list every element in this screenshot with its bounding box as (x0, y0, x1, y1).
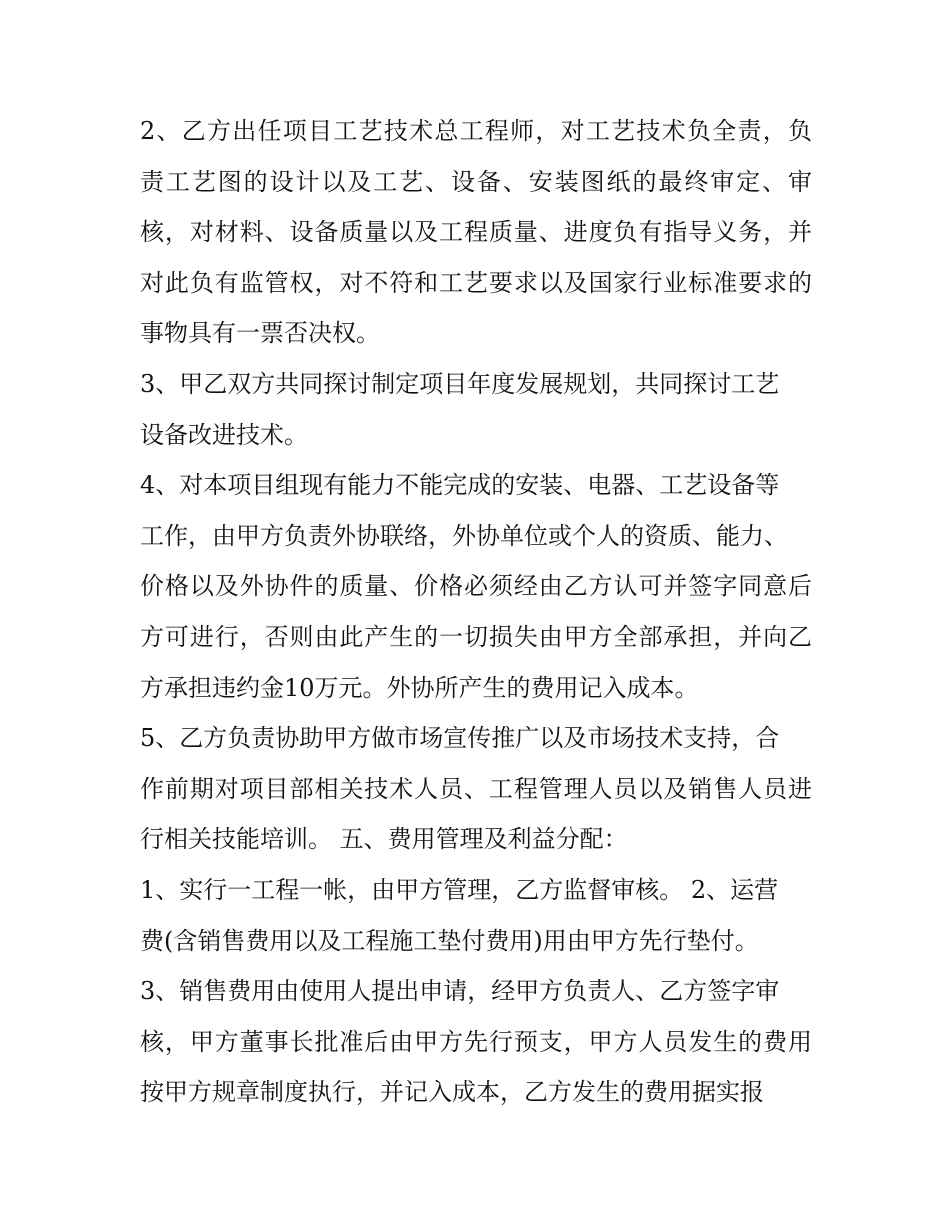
text-line: 1、实行一工程一帐，由甲方管理，乙方监督审核。 2、运营 (140, 875, 779, 904)
text-line: 3、销售费用由使用人提出申请，经甲方负责人、乙方签字审 (140, 977, 780, 1006)
text-line: 行相关技能培训。 五、费用管理及利益分配： (140, 825, 628, 854)
text-line: 对此负有监管权，对不符和工艺要求以及国家行业标准要求的 (140, 268, 812, 297)
text-line: 设备改进技术。 (140, 420, 308, 449)
text-line: 工作，由甲方负责外协联络，外协单位或个人的资质、能力、 (140, 521, 788, 550)
text-line: 核，对材料、设备质量以及工程质量、进度负有指导义务，并 (140, 218, 812, 247)
text-line: 5、乙方负责协助甲方做市场宣传推广以及市场技术支持，合 (140, 724, 780, 753)
text-line: 方可进行，否则由此产生的一切损失由甲方全部承担，并向乙 (140, 622, 812, 651)
document-body (140, 106, 812, 1118)
text-line: 4、对本项目组现有能力不能完成的安装、电器、工艺设备等 (140, 471, 780, 500)
text-line: 作前期对项目部相关技术人员、工程管理人员以及销售人员进 (140, 774, 812, 803)
text-line: 价格以及外协件的质量、价格必须经由乙方认可并签字同意后 (140, 572, 812, 601)
text-line: 方承担违约金10万元。外协所产生的费用记入成本。 (140, 673, 699, 702)
text-line: 2、乙方出任项目工艺技术总工程师，对工艺技术负全责，负 (140, 117, 812, 145)
text-line: 责工艺图的设计以及工艺、设备、安装图纸的最终审定、审 (140, 167, 812, 196)
text-line: 3、甲乙双方共同探讨制定项目年度发展规划，共同探讨工艺 (140, 369, 780, 398)
text-line: 费(含销售费用以及工程施工垫付费用)用由甲方先行垫付。 (140, 926, 759, 955)
text-line: 事物具有一票否决权。 (140, 319, 380, 348)
text-line: 按甲方规章制度执行，并记入成本，乙方发生的费用据实报 (140, 1078, 764, 1107)
text-line: 核，甲方董事长批准后由甲方先行预支，甲方人员发生的费用 (140, 1027, 812, 1056)
